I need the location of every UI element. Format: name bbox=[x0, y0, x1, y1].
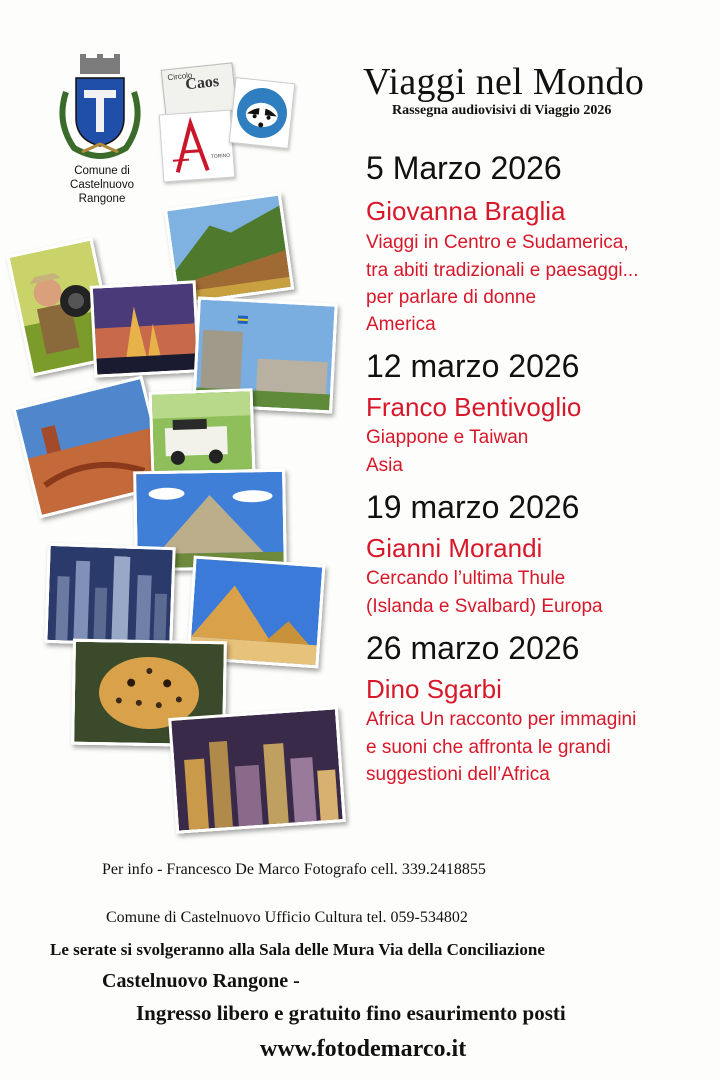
photo-temple bbox=[90, 280, 201, 377]
comune-name-2: Rangone bbox=[78, 193, 126, 205]
event-4-desc-line-2: e suoni che affronta le grandi bbox=[366, 737, 611, 758]
event-1-speaker: Giovanna Braglia bbox=[366, 196, 566, 226]
event-1-desc-line-1: Viaggi in Centro e Sudamerica, bbox=[366, 232, 629, 253]
event-3-speaker: Gianni Morandi bbox=[366, 533, 543, 563]
event-1-desc-line-3: per parlare di donne bbox=[366, 287, 537, 308]
event-2-speaker: Franco Bentivoglio bbox=[366, 392, 582, 422]
comune-name: Castelnuovo bbox=[70, 179, 134, 191]
event-1-desc-line-4: America bbox=[366, 314, 436, 335]
event-1-desc-line-2: tra abiti tradizionali e paesaggi... bbox=[366, 260, 639, 281]
comune-label: Comune di bbox=[74, 165, 130, 177]
event-2-date: 12 marzo 2026 bbox=[366, 348, 580, 384]
town-line: Castelnuovo Rangone - bbox=[102, 970, 300, 992]
crest-icon bbox=[52, 52, 148, 162]
badger-logo bbox=[229, 77, 296, 149]
caos-text: Caos bbox=[184, 72, 220, 94]
a-logo bbox=[159, 110, 236, 183]
event-4-speaker: Dino Sgarbi bbox=[366, 674, 502, 704]
a-logo-caption: TORINO bbox=[210, 152, 231, 161]
badger-icon bbox=[230, 78, 294, 148]
letter-a-icon bbox=[160, 111, 234, 182]
photo-skyline bbox=[44, 543, 175, 647]
entry-line: Ingresso libero e gratuito fino esaurimento posti bbox=[136, 1001, 566, 1025]
event-3-desc-line-2: (Islanda e Svalbard) Europa bbox=[366, 596, 603, 617]
photo-jeep bbox=[149, 388, 256, 476]
event-3-date: 19 marzo 2026 bbox=[366, 489, 580, 525]
event-2-desc-line-1: Giappone e Taiwan bbox=[366, 427, 529, 448]
page-subtitle: Rassegna audiovisivi di Viaggio 2026 bbox=[392, 103, 612, 118]
ufficio-cultura-line: Comune di Castelnuovo Ufficio Cultura tel. 059-534802 bbox=[106, 909, 468, 926]
info-line: Per info - Francesco De Marco Fotografo cell. 339.2418855 bbox=[102, 861, 486, 878]
event-1-date: 5 Marzo 2026 bbox=[366, 150, 562, 186]
website-link[interactable]: www.fotodemarco.it bbox=[260, 1036, 467, 1062]
event-3-desc-line-1: Cercando l’ultima Thule bbox=[366, 568, 566, 589]
page-title: Viaggi nel Mondo bbox=[363, 61, 645, 103]
comune-logo bbox=[48, 52, 156, 222]
event-4-desc-line-3: suggestioni dell’Africa bbox=[366, 764, 550, 785]
event-2-desc-line-2: Asia bbox=[366, 455, 403, 476]
photo-city-night bbox=[168, 706, 346, 834]
venue-line: Le serate si svolgeranno alla Sala delle Mura Via della Conciliazione bbox=[50, 940, 545, 959]
event-4-desc-line-1: Africa Un racconto per immagini bbox=[366, 709, 637, 730]
caos-small-text: Circolo bbox=[167, 70, 193, 83]
event-4-date: 26 marzo 2026 bbox=[366, 630, 580, 666]
